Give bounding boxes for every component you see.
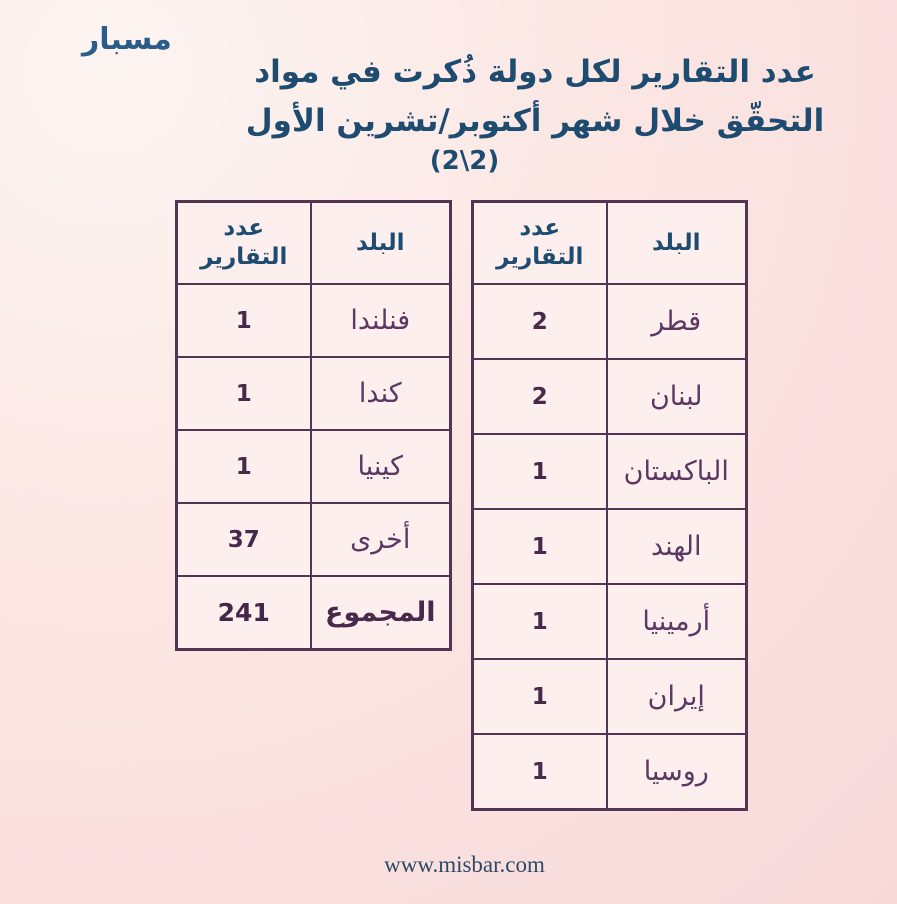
country-cell: روسيا <box>607 734 747 810</box>
count-cell: 2 <box>473 284 607 359</box>
table-header-row <box>177 202 451 285</box>
page-title <box>135 48 897 146</box>
country-cell: كندا <box>311 357 451 430</box>
country-cell: قطر <box>607 284 747 359</box>
reports-table-secondary <box>175 200 452 651</box>
page-indicator-value: (2\2) <box>429 146 500 176</box>
country-cell: أرمينيا <box>607 584 747 659</box>
total-label-cell: المجموع <box>311 576 451 650</box>
country-cell: كينيا <box>311 430 451 503</box>
count-cell: 1 <box>473 434 607 509</box>
table-header-row <box>473 202 747 285</box>
page-title-line1: عدد التقارير لكل دولة ذُكرت في مواد <box>254 54 816 90</box>
count-cell: 1 <box>177 357 311 430</box>
table-row <box>473 509 747 584</box>
country-cell: فنلندا <box>311 284 451 357</box>
country-cell: إيران <box>607 659 747 734</box>
count-cell: 1 <box>177 430 311 503</box>
table-row <box>473 659 747 734</box>
page-indicator <box>181 146 748 176</box>
country-cell: لبنان <box>607 359 747 434</box>
table-row <box>177 503 451 576</box>
table-row <box>473 359 747 434</box>
table-row <box>473 584 747 659</box>
count-cell: 1 <box>473 734 607 810</box>
count-column-header: عدد التقارير <box>177 202 311 285</box>
table-row <box>177 357 451 430</box>
table-row <box>473 434 747 509</box>
table-row <box>473 734 747 810</box>
country-cell: الهند <box>607 509 747 584</box>
count-cell: 1 <box>473 659 607 734</box>
count-cell: 2 <box>473 359 607 434</box>
count-cell: 1 <box>473 584 607 659</box>
table-row <box>177 430 451 503</box>
page-title-line2: التحقّق خلال شهر أكتوبر/تشرين الأول <box>245 103 825 139</box>
table-total-row <box>177 576 451 650</box>
reports-table-primary <box>471 200 748 811</box>
total-count-cell: 241 <box>177 576 311 650</box>
website-url: www.misbar.com <box>384 852 545 877</box>
country-column-header: البلد <box>607 202 747 285</box>
country-cell: أخرى <box>311 503 451 576</box>
count-cell: 37 <box>177 503 311 576</box>
table-row <box>177 284 451 357</box>
count-cell: 1 <box>473 509 607 584</box>
country-cell: الباكستان <box>607 434 747 509</box>
count-cell: 1 <box>177 284 311 357</box>
count-column-header: عدد التقارير <box>473 202 607 285</box>
tables-container <box>181 200 748 811</box>
country-column-header: البلد <box>311 202 451 285</box>
misbar-logo: مسبار <box>82 22 172 57</box>
table-row <box>473 284 747 359</box>
